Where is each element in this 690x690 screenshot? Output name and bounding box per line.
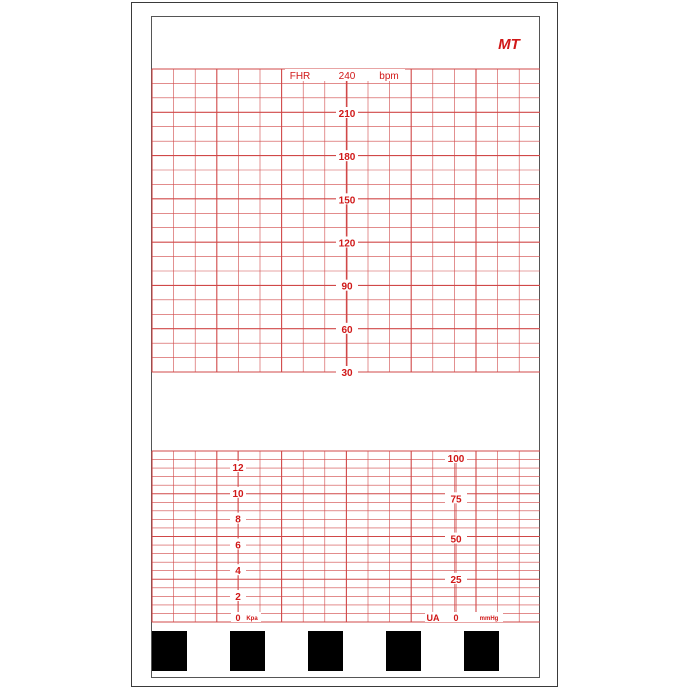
toco-left-label: 10 (232, 488, 244, 500)
logo-mark: MT (498, 36, 520, 53)
toco-right-prefix: UA (426, 613, 440, 623)
toco-left-label: 12 (232, 463, 244, 474)
fhr-scale-label: 30 (341, 368, 353, 379)
toco-right-label: 25 (450, 574, 462, 586)
registration-block (230, 631, 265, 671)
fhr-header-unit: bpm (379, 71, 399, 82)
fhr-scale-label: 150 (338, 195, 356, 207)
toco-left-label: 8 (235, 514, 241, 526)
toco-right-label: 100 (447, 454, 465, 465)
registration-block (386, 631, 421, 671)
toco-grid (152, 451, 540, 622)
fhr-scale-label: 60 (341, 324, 353, 336)
toco-right-label: 50 (450, 534, 462, 546)
fhr-scale-label: 210 (338, 109, 356, 120)
toco-left-label: 2 (235, 592, 241, 603)
toco-left-label: 4 (235, 566, 241, 578)
fhr-scale-label: 120 (338, 238, 356, 250)
toco-right-label: 75 (450, 494, 462, 506)
registration-block (464, 631, 499, 671)
fhr-scale-label: 90 (341, 281, 353, 293)
toco-right-unit: mmHg (479, 616, 499, 622)
toco-right-zero: 0 (453, 613, 459, 623)
fhr-header-max: 240 (338, 71, 356, 82)
toco-left-zero: 0 (235, 613, 241, 623)
toco-left-unit: Kpa (246, 616, 258, 622)
fhr-scale-label: 180 (338, 152, 356, 164)
registration-block (308, 631, 343, 671)
toco-left-label: 6 (235, 540, 241, 552)
registration-block (152, 631, 187, 671)
fhr-header-label: FHR (289, 71, 311, 82)
